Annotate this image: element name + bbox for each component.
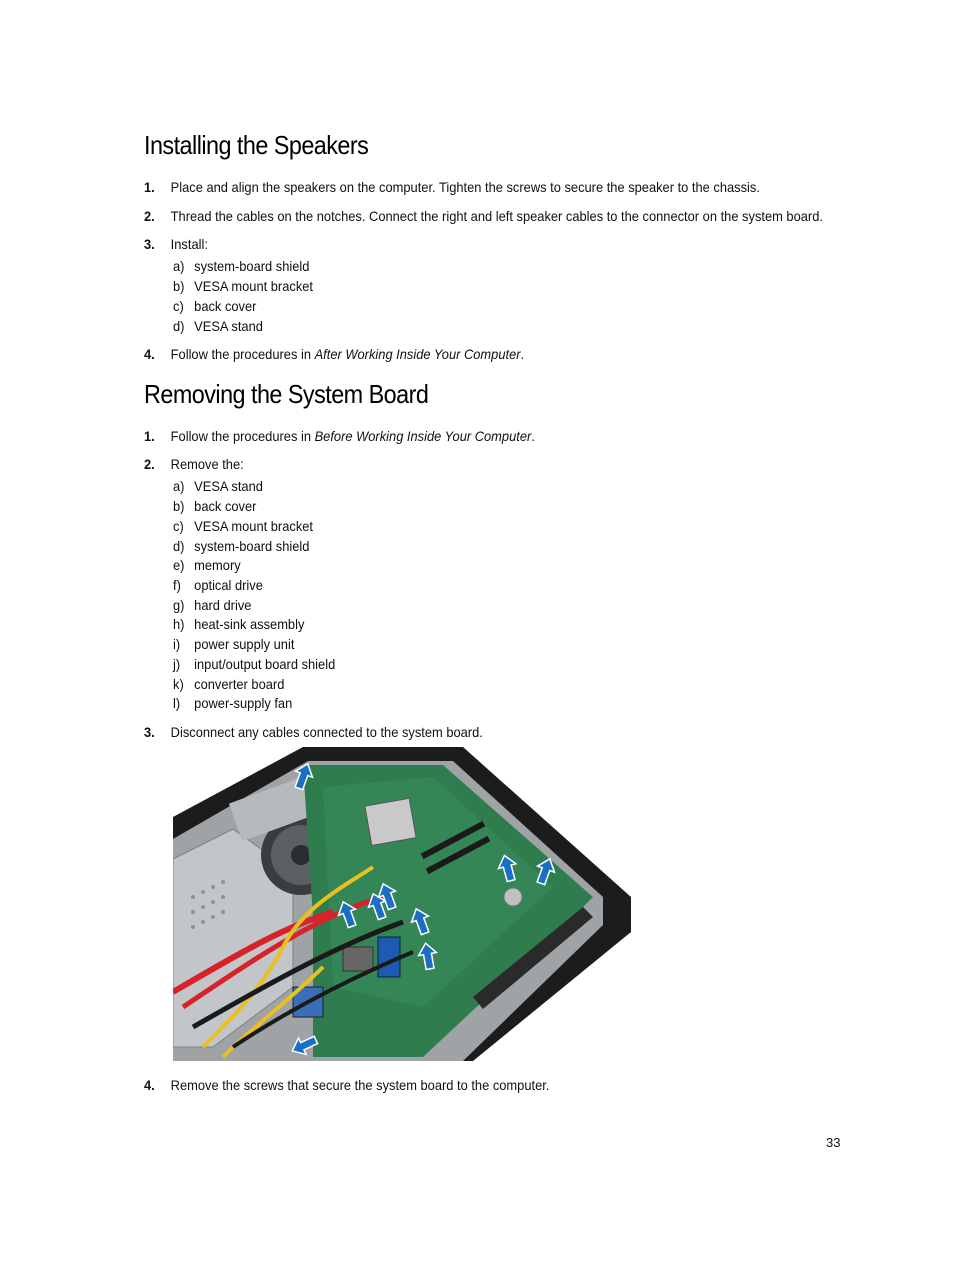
item-letter: d) [173, 318, 185, 334]
step-text: Remove the: [170, 456, 244, 472]
procedure-reference: Before Working Inside Your Computer [314, 428, 532, 444]
step-text-before: Follow the procedures in [170, 346, 315, 362]
item-letter: b) [173, 498, 185, 514]
step-number: 4. [144, 1077, 155, 1093]
item-letter: d) [173, 538, 185, 554]
item-letter: a) [173, 258, 185, 274]
item-letter: a) [173, 478, 185, 494]
item-text: system-board shield [194, 538, 310, 554]
item-letter: l) [173, 695, 181, 711]
step-text: Disconnect any cables connected to the system board. [170, 724, 483, 740]
item-text: back cover [194, 298, 257, 314]
step-number: 2. [144, 208, 155, 224]
step-text [171, 427, 535, 445]
item-text: hard drive [194, 597, 252, 613]
item-letter: c) [173, 298, 184, 314]
item-letter: i) [173, 636, 181, 652]
item-text: memory [194, 557, 241, 573]
step-number: 3. [144, 236, 155, 252]
item-text: input/output board shield [194, 656, 336, 672]
step-text: Place and align the speakers on the computer. Tighten the screws to secure the speaker to the chassis. [170, 179, 760, 195]
section-title-installing-speakers: Installing the Speakers [144, 130, 369, 160]
item-text: VESA mount bracket [194, 518, 314, 534]
item-text: VESA mount bracket [194, 278, 314, 294]
item-letter: j) [173, 656, 181, 672]
item-letter: h) [173, 616, 185, 632]
step-text: Thread the cables on the notches. Connect the right and left speaker cables to the connector on the system board. [170, 208, 823, 224]
step-text: Install: [170, 236, 208, 252]
step-number: 3. [144, 724, 155, 740]
item-letter: g) [173, 597, 185, 613]
step-text [171, 345, 524, 363]
step-number: 4. [144, 346, 155, 362]
item-letter: c) [173, 518, 184, 534]
step-text-before: Follow the procedures in [170, 428, 315, 444]
item-text: VESA stand [194, 478, 263, 494]
item-text: power supply unit [194, 636, 295, 652]
item-text: power-supply fan [194, 695, 293, 711]
step-number: 1. [144, 179, 155, 195]
item-text: optical drive [194, 577, 263, 593]
step-text-after: . [520, 346, 525, 362]
item-letter: e) [173, 557, 185, 573]
item-letter: k) [173, 676, 184, 692]
step-text: Remove the screws that secure the system board to the computer. [170, 1077, 550, 1093]
step-text-after: . [531, 428, 535, 444]
item-text: back cover [194, 498, 257, 514]
page-number: 33 [826, 1135, 841, 1150]
system-board-cables-photo [173, 747, 631, 1061]
procedure-reference: After Working Inside Your Computer [314, 346, 521, 362]
step-number: 2. [144, 456, 155, 472]
item-text: heat-sink assembly [194, 616, 305, 632]
item-text: system-board shield [194, 258, 310, 274]
item-letter: f) [173, 577, 181, 593]
item-letter: b) [173, 278, 185, 294]
step-number: 1. [144, 428, 155, 444]
section-title-removing-system-board: Removing the System Board [144, 379, 429, 409]
item-text: converter board [194, 676, 285, 692]
item-text: VESA stand [194, 318, 263, 334]
